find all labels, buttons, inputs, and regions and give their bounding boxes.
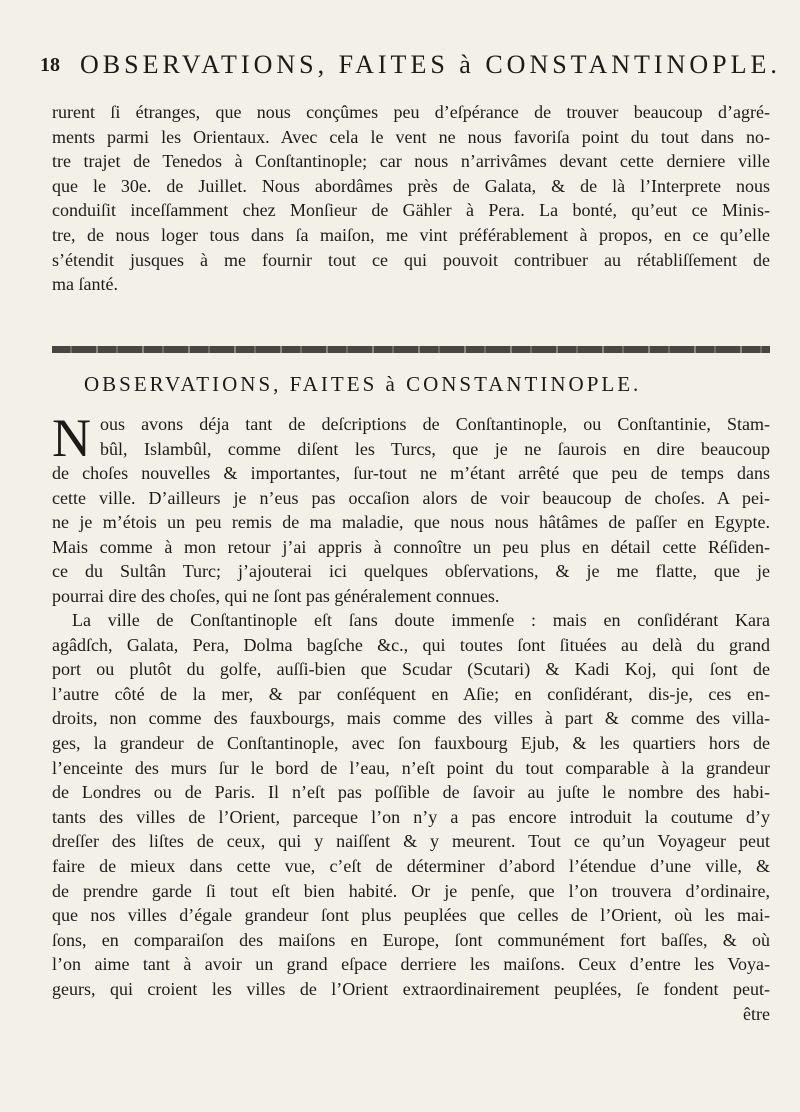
text-line: conduiſit inceſſamment chez Monſieur de Gähler à Pera. La bonté, qu’eut ce Minis- (52, 200, 770, 221)
section-paragraph-2 (52, 608, 770, 1026)
text-line: dreſſer des liſtes de ceux, qui y naiſſent & y meurent. Tout ce qu’un Voyageur peut (52, 831, 770, 852)
text-line: ments parmi les Orientaux. Avec cela le vent ne nous favoriſa point du tout dans no- (52, 126, 770, 147)
text-line: geurs, qui croient les villes de l’Orient extraordinairement peuplées, ſe fondent peut- (52, 978, 770, 999)
text-line: que le 30e. de Juillet. Nous abordâmes près de Galata, & de là l’Interprete nous (52, 175, 770, 196)
text-line: port ou plutôt du golfe, auſſi-bien que Scudar (Scutari) & Kadi Koj, qui ſont de (52, 659, 770, 680)
text-line: faire de mieux dans cette vue, c’eſt de déterminer d’abord l’étendue d’une ville, & (52, 855, 770, 876)
text-line: s’étendit jusques à me fournir tout ce qui pouvoit contribuer au rétabliſſement de (52, 249, 770, 270)
text-line: pourrai dire des choſes, qui ne ſont pas généralement connues. (52, 585, 500, 606)
text-line: ous avons déja tant de deſcriptions de Conſtantinople, ou Conſtantinie, Stam- (100, 414, 770, 434)
ornamental-divider (52, 346, 770, 353)
text-line: bûl, Islambûl, comme diſent les Turcs, que je ne ſaurois en dire beaucoup (100, 438, 770, 459)
running-head (40, 50, 780, 90)
text-line: ne je m’étois un peu remis de ma maladie, que nous nous hâtâmes de paſſer en Egypte. (52, 512, 770, 533)
text-line: ſons, en comparaiſon des maiſons en Europe, ſont communément fort baſſes, & où (52, 929, 770, 950)
text-line: rurent ſi étranges, que nous conçûmes peu d’eſpérance de trouver beaucoup d’agré- (52, 102, 770, 122)
first-lines (100, 412, 770, 461)
text-line: ce du Sultân Turc; j’ajouterai ici quelques obſervations, & je me flatte, que je (52, 561, 770, 582)
text-line: ma ſanté. (52, 274, 118, 295)
text-line: Mais comme à mon retour j’ai appris à connoître un peu plus en détail cette Réſiden- (52, 536, 770, 557)
text-line: ges, la grandeur de Conſtantinople, avec ſon fauxbourg Ejub, & les quartiers hors de (52, 732, 770, 753)
drop-cap: N (52, 408, 91, 468)
section-paragraph-1 (52, 461, 770, 609)
text-line: de choſes nouvelles & importantes, ſur-tout ne m’étant arrêté que peu de temps dans (52, 463, 770, 483)
catchword: être (743, 1003, 770, 1024)
text-line: de prendre garde ſi tout eſt bien habité. Or je penſe, que l’on trouvera d’ordinaire, (52, 880, 770, 901)
running-title: OBSERVATIONS, FAITES à CONSTANTINOPLE. (80, 50, 781, 79)
text-line: tre trajet de Tenedos à Conſtantinople; car nous n’arrivâmes devant cette derniere ville (52, 151, 770, 172)
section-title: OBSERVATIONS, FAITES à CONSTANTINOPLE. (84, 372, 642, 396)
text-line: l’autre côté de la mer, & par conſéquent en Aſie; en conſidérant, dis-je, ces en- (52, 683, 770, 704)
text-line: de Londres ou de Paris. Il n’eſt pas poſſible de ſavoir au juſte le nombre des habi- (52, 782, 770, 803)
text-line: l’enceinte des murs ſur le bord de l’eau, n’eſt point du tout comparable à la grandeur (52, 757, 770, 778)
text-line: La ville de Conſtantinople eſt ſans doute immenſe : mais en conſidérant Kara (72, 610, 770, 630)
text-line: droits, non comme des fauxbourgs, mais comme des villes à part & comme des villa- (52, 708, 770, 729)
text-line: l’on aime tant à avoir un grand eſpace derriere les maiſons. Ceux d’entre les Voya- (52, 954, 770, 975)
text-line: tants des villes de l’Orient, parceque l’on n’y a pas encore introduit la coutume d’y (52, 806, 770, 827)
intro-paragraph (52, 100, 770, 297)
text-line: que nos villes d’égale grandeur ſont plus peuplées que celles de l’Orient, où les mai- (52, 905, 770, 926)
text-line: tre, de nous loger tous dans ſa maiſon, me vint préférablement à propos, en ce qu’elle (52, 224, 770, 245)
text-line: agâdſch, Galata, Pera, Dolma bagſche &c., qui toutes ſont ſituées au delà du grand (52, 634, 770, 655)
page-number: 18 (40, 54, 60, 76)
text-line: cette ville. D’ailleurs je n’eus pas occaſion alors de voir beaucoup de choſes. A pei- (52, 487, 770, 508)
